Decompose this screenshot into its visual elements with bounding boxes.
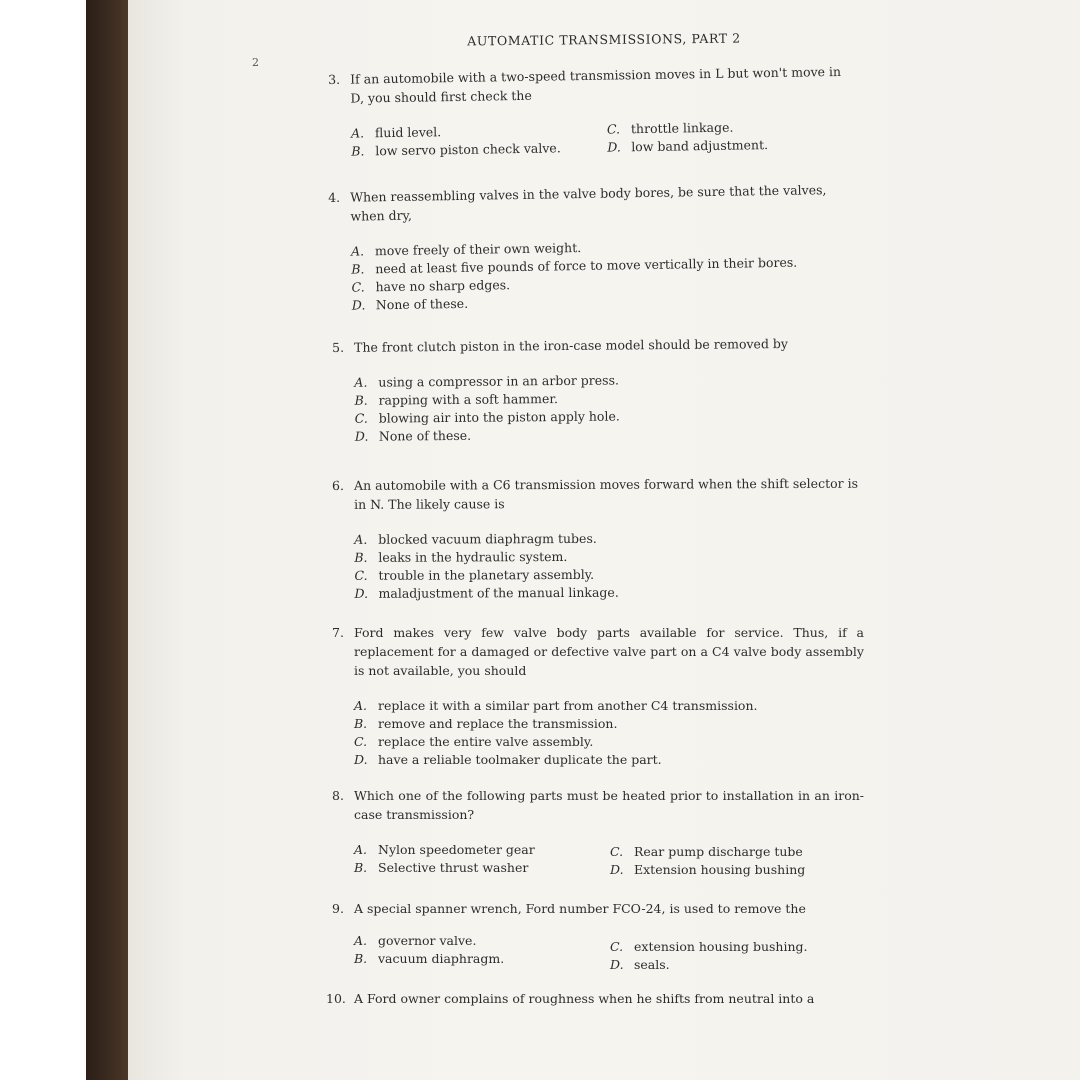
question-number: 4. <box>328 189 341 205</box>
option-a: A. Nylon speedometer gear <box>354 842 535 857</box>
question-4 <box>328 180 860 315</box>
option-b: B. remove and replace the transmission. <box>354 716 618 731</box>
question-10 <box>326 989 866 1008</box>
question-stem: If an automobile with a two-speed transmission moves in L but won't move in D, you should first check the <box>350 63 842 106</box>
question-9 <box>332 899 864 970</box>
question-stem: The front clutch piston in the iron-case model should be removed by <box>354 336 789 355</box>
option-c: C. have no sharp edges. <box>351 277 511 295</box>
option-b: B. Selective thrust washer <box>354 860 529 875</box>
option-d: D. seals. <box>610 957 670 972</box>
option-a: A. blocked vacuum diaphragm tubes. <box>354 530 597 547</box>
option-d: D. Extension housing bushing <box>610 862 806 877</box>
question-stem: An automobile with a C6 transmission moves forward when the shift selector is in N. The likely cause is <box>354 475 859 512</box>
option-c: C. Rear pump discharge tube <box>610 844 803 859</box>
option-d: D. None of these. <box>351 295 469 313</box>
page-title: AUTOMATIC TRANSMISSIONS, PART 2 <box>467 30 741 49</box>
question-8 <box>332 786 864 879</box>
option-b: B. vacuum diaphragm. <box>354 951 505 966</box>
option-d: D. None of these. <box>354 427 472 444</box>
question-number: 8. <box>332 788 344 803</box>
question-number: 9. <box>332 901 344 916</box>
option-b: B. leaks in the hydraulic system. <box>354 548 568 565</box>
option-c: C. blowing air into the piston apply hole. <box>354 408 620 426</box>
option-d: D. maladjustment of the manual linkage. <box>354 584 619 601</box>
option-b: B. need at least five pounds of force to move vertically in their bores. <box>351 254 798 277</box>
question-number: 7. <box>332 625 344 640</box>
option-d: D. have a reliable toolmaker duplicate the part. <box>354 752 662 767</box>
binder-spine <box>86 0 128 1080</box>
option-a: A. governor valve. <box>354 933 477 948</box>
question-number: 10. <box>326 991 346 1006</box>
option-b: B. rapping with a soft hammer. <box>354 391 558 408</box>
option-b: B. low servo piston check valve. <box>351 140 561 159</box>
option-a: A. using a compressor in an arbor press. <box>354 372 620 390</box>
option-c: C. throttle linkage. <box>606 119 734 137</box>
document-page <box>128 0 1080 1080</box>
option-a: A. move freely of their own weight. <box>350 240 582 259</box>
background-edge <box>0 0 86 1080</box>
option-c: C. trouble in the planetary assembly. <box>354 566 595 583</box>
option-a: A. replace it with a similar part from another C4 transmission. <box>354 698 758 713</box>
question-number: 6. <box>332 477 345 493</box>
question-7 <box>332 623 864 769</box>
option-c: C. extension housing bushing. <box>610 939 808 954</box>
question-5 <box>332 333 863 446</box>
option-c: C. replace the entire valve assembly. <box>354 734 594 749</box>
question-number: 5. <box>332 339 345 355</box>
question-stem: A Ford owner complains of roughness when he shifts from neutral into a <box>354 991 815 1006</box>
page-number: 2 <box>252 56 259 69</box>
question-stem: Which one of the following parts must be heated prior to installation in an iron-case transmission? <box>354 788 864 822</box>
question-3 <box>328 62 859 163</box>
question-stem: A special spanner wrench, Ford number FCO-24, is used to remove the <box>354 901 806 916</box>
question-stem: Ford makes very few valve body parts available for service. Thus, if a replacement for a damaged or defective valve part on a C4 valve body assembly is not available, you should <box>354 625 864 678</box>
option-a: A. fluid level. <box>350 124 442 141</box>
option-d: D. low band adjustment. <box>607 137 769 155</box>
question-stem: When reassembling valves in the valve body bores, be sure that the valves, when dry, <box>350 182 827 224</box>
question-6 <box>332 474 865 603</box>
question-number: 3. <box>328 71 341 87</box>
